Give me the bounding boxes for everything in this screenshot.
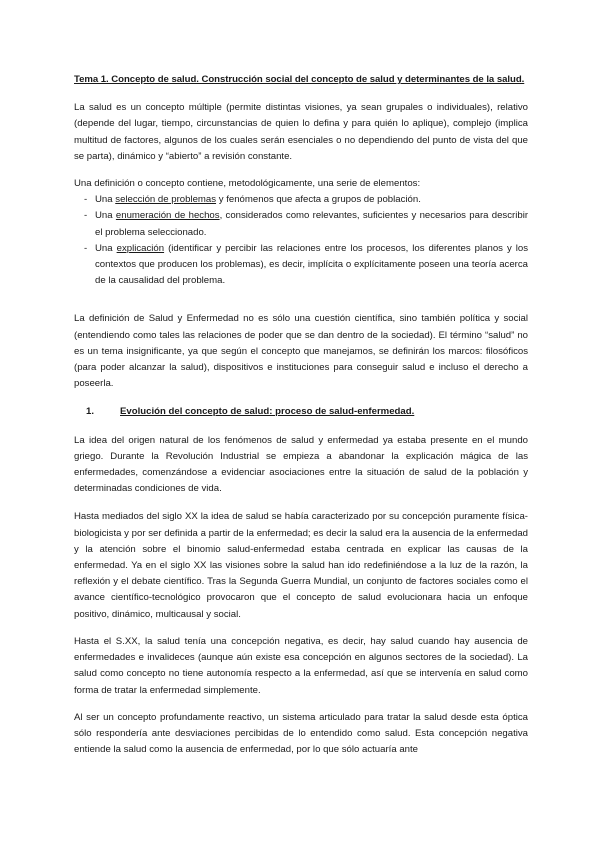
dash-bullet: - — [84, 210, 88, 222]
politics-paragraph: La definición de Salud y Enfermedad no es sólo una cuestión científica, sino también política y social (entendiendo como tales las relaciones de poder que se dan dentro de la sociedad). El término “salud” no es un tema insignificante, ya que según el concepto que manejamos, se definirán los marcos: filosóficos (para poder alcanzar la salud), dispositivos e instituciones para conseguir salud e incluso el derecho a poseerla. — [74, 313, 528, 390]
section-heading — [74, 404, 528, 420]
list-item: - Una enumeración de hechos, considerados como relevantes, suficientes y necesarios para describir el problema seleccionado. — [84, 210, 529, 238]
definition-intro-paragraph: Una definición o concepto contiene, metodológicamente, una serie de elementos: — [74, 178, 421, 190]
dash-bullet: - — [84, 242, 88, 254]
section-title: Evolución del concepto de salud: proceso de salud-enfermedad. — [120, 406, 415, 418]
list-item-term: enumeración de hechos — [115, 210, 220, 222]
list-item: - Una explicación (identificar y percibir las relaciones entre los procesos, los diferentes planos y los contextos que producen los problemas), es decir, implícita o explícitamente poseen una teoría acerca de la causalidad del problema. — [84, 242, 529, 287]
list-item-term: selección de problemas — [115, 194, 217, 206]
intro-paragraph: La salud es un concepto múltiple (permite distintas visiones, ya sean grupales o individuales), relativo (depende del lugar, tiempo, circunstancias de quien lo defina y para quién lo aplique), complejo (implica multitud de factores, algunos de los cuales serán esenciales o no dependiendo del punto de vista del que se parta), dinámico y “abierto” a revisión constante. — [74, 102, 528, 162]
document-body — [74, 72, 528, 758]
list-item-term: explicación — [116, 242, 165, 254]
dash-bullet: - — [84, 194, 88, 206]
reactive-concept-paragraph: Al ser un concepto profundamente reactivo, un sistema articulado para tratar la salud desde esta óptica sólo respondería ante desviaciones percibidas de lo entendido como salud. Esta concepción negativa entiende la salud como la ausencia de enfermedad, por lo que sólo actuaría ante — [74, 711, 528, 756]
origin-paragraph: La idea del origen natural de los fenómenos de salud y enfermedad ya estaba presente en el mundo griego. Durante la Revolución Industrial se empieza a abandonar la explicación mágica de las enfermedades, comenzándose a evidenciar asociaciones entre la situación de salud de la población y determinadas condiciones de vida. — [74, 434, 528, 495]
definition-elements-list — [74, 192, 528, 289]
section-number: 1. — [86, 406, 95, 418]
list-item: - Una selección de problemas y fenómenos que afecta a grupos de población. — [74, 192, 528, 208]
twentieth-century-paragraph: Hasta mediados del siglo XX la idea de salud se había caracterizado por su concepción puramente física-biologicista y por ser definida a partir de la enfermedad; es decir la salud era la ausencia de la enfermedad y la atención sobre el binomio salud-enfermedad estaba centrada en explicar las causas de la enfermedad. Ya en el siglo XX las visiones sobre la salud han ido redefiniéndose a la luz de la razón, la reflexión y el debate científico. Tras la Segunda Guerra Mundial, un conjunto de factores sociales como el avance científico-tecnológico provocaron que el concepto de salud evolucionara hacia un enfoque positivo, dinámico, multicausal y social. — [74, 511, 528, 620]
document-title: Tema 1. Concepto de salud. Construcción social del concepto de salud y determinantes de la salud. — [74, 74, 525, 85]
negative-concept-paragraph: Hasta el S.XX, la salud tenía una concepción negativa, es decir, hay salud cuando hay ausencia de enfermedades e invalideces (aunque aún existe esa concepción en algunos sectores de la sociedad). La salud como concepto no tiene autonomía respecto a la enfermedad, así que se intervenía en salud como forma de tratar la enfermedad simplemente. — [74, 635, 528, 696]
